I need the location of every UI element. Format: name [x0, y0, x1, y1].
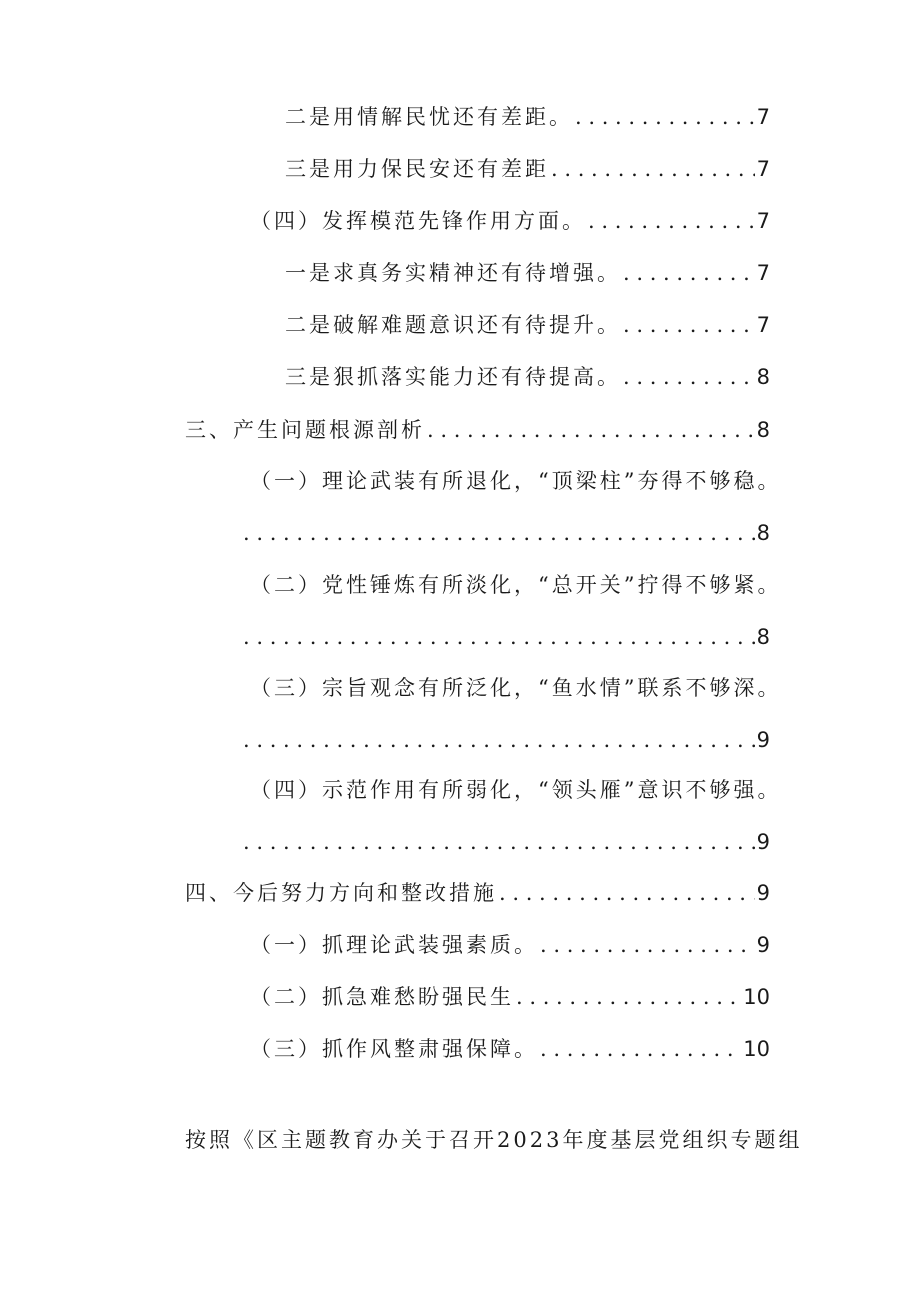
toc-entry-text: 三、产生问题根源剖析: [185, 418, 425, 442]
toc-dot-leader: [588, 201, 755, 241]
toc-entry-continuation[interactable]: [243, 617, 770, 657]
toc-entry[interactable]: [250, 201, 770, 241]
toc-entry[interactable]: [285, 97, 770, 137]
toc-page-number: 9: [756, 728, 770, 752]
toc-dot-leader: [540, 925, 755, 965]
toc-page-number: 8: [756, 625, 770, 649]
toc-dot-leader: [516, 977, 741, 1017]
toc-entry[interactable]: [285, 357, 770, 397]
toc-entry-text: （一）抓理论武装强素质。: [250, 933, 538, 957]
toc-entry-text: 一是求真务实精神还有待增强。: [285, 261, 621, 285]
toc-entry-text: （四）发挥模范先锋作用方面。: [250, 209, 586, 233]
toc-page-number: 7: [756, 105, 770, 129]
toc-entry-text: （三）抓作风整肃强保障。: [250, 1037, 538, 1061]
toc-dot-leader: [575, 97, 755, 137]
toc-entry-text: 二是用情解民忧还有差距。: [285, 105, 573, 129]
toc-dot-leader: [499, 873, 755, 913]
toc-dot-leader: [551, 149, 755, 189]
toc-entry[interactable]: [285, 149, 770, 189]
body-paragraph: 按照《区主题教育办关于召开2023年度基层党组织专题组: [185, 1128, 803, 1152]
toc-entry[interactable]: [250, 977, 770, 1017]
toc-page-number: 9: [756, 881, 770, 905]
toc-dot-leader: [243, 513, 755, 553]
toc-page-number: 8: [756, 418, 770, 442]
toc-page-number: 9: [756, 933, 770, 957]
toc-entry[interactable]: [250, 1029, 770, 1069]
toc-dot-leader: [540, 1029, 741, 1069]
toc-page-number: 7: [756, 209, 770, 233]
toc-dot-leader: [623, 253, 755, 293]
toc-page-number: 10: [743, 985, 770, 1009]
toc-dot-leader: [427, 410, 755, 450]
toc-entry[interactable]: [285, 253, 770, 293]
toc-dot-leader: [243, 822, 755, 862]
toc-page-number: 7: [756, 313, 770, 337]
toc-entry-text: 二是破解难题意识还有待提升。: [285, 313, 621, 337]
toc-entry[interactable]: [250, 925, 770, 965]
toc-page-number: 10: [743, 1037, 770, 1061]
toc-entry-text: 三是狠抓落实能力还有待提高。: [285, 365, 621, 389]
toc-page-number: 9: [756, 830, 770, 854]
toc-entry-text: 四、今后努力方向和整改措施: [185, 881, 497, 905]
toc-entry-text[interactable]: （四）示范作用有所弱化，“领头雁”意识不够强。: [250, 778, 782, 802]
toc-entry-text: 三是用力保民安还有差距: [285, 157, 549, 181]
toc-page-number: 8: [756, 521, 770, 545]
toc-page-number: 8: [756, 365, 770, 389]
toc-page-number: 7: [756, 157, 770, 181]
toc-dot-leader: [243, 720, 755, 760]
toc-entry-text[interactable]: （三）宗旨观念有所泛化，“鱼水情”联系不够深。: [250, 676, 782, 700]
toc-entry-continuation[interactable]: [243, 513, 770, 553]
toc-page-number: 7: [756, 261, 770, 285]
toc-dot-leader: [623, 305, 755, 345]
toc-dot-leader: [243, 617, 755, 657]
toc-entry-text[interactable]: （二）党性锤炼有所淡化，“总开关”拧得不够紧。: [250, 573, 782, 597]
toc-entry[interactable]: [185, 410, 770, 450]
toc-dot-leader: [623, 357, 755, 397]
toc-entry-continuation[interactable]: [243, 720, 770, 760]
toc-entry-text: （二）抓急难愁盼强民生: [250, 985, 514, 1009]
toc-entry[interactable]: [185, 873, 770, 913]
toc-entry-continuation[interactable]: [243, 822, 770, 862]
toc-entry-text[interactable]: （一）理论武装有所退化，“顶梁柱”夯得不够稳。: [250, 469, 782, 493]
toc-entry[interactable]: [285, 305, 770, 345]
